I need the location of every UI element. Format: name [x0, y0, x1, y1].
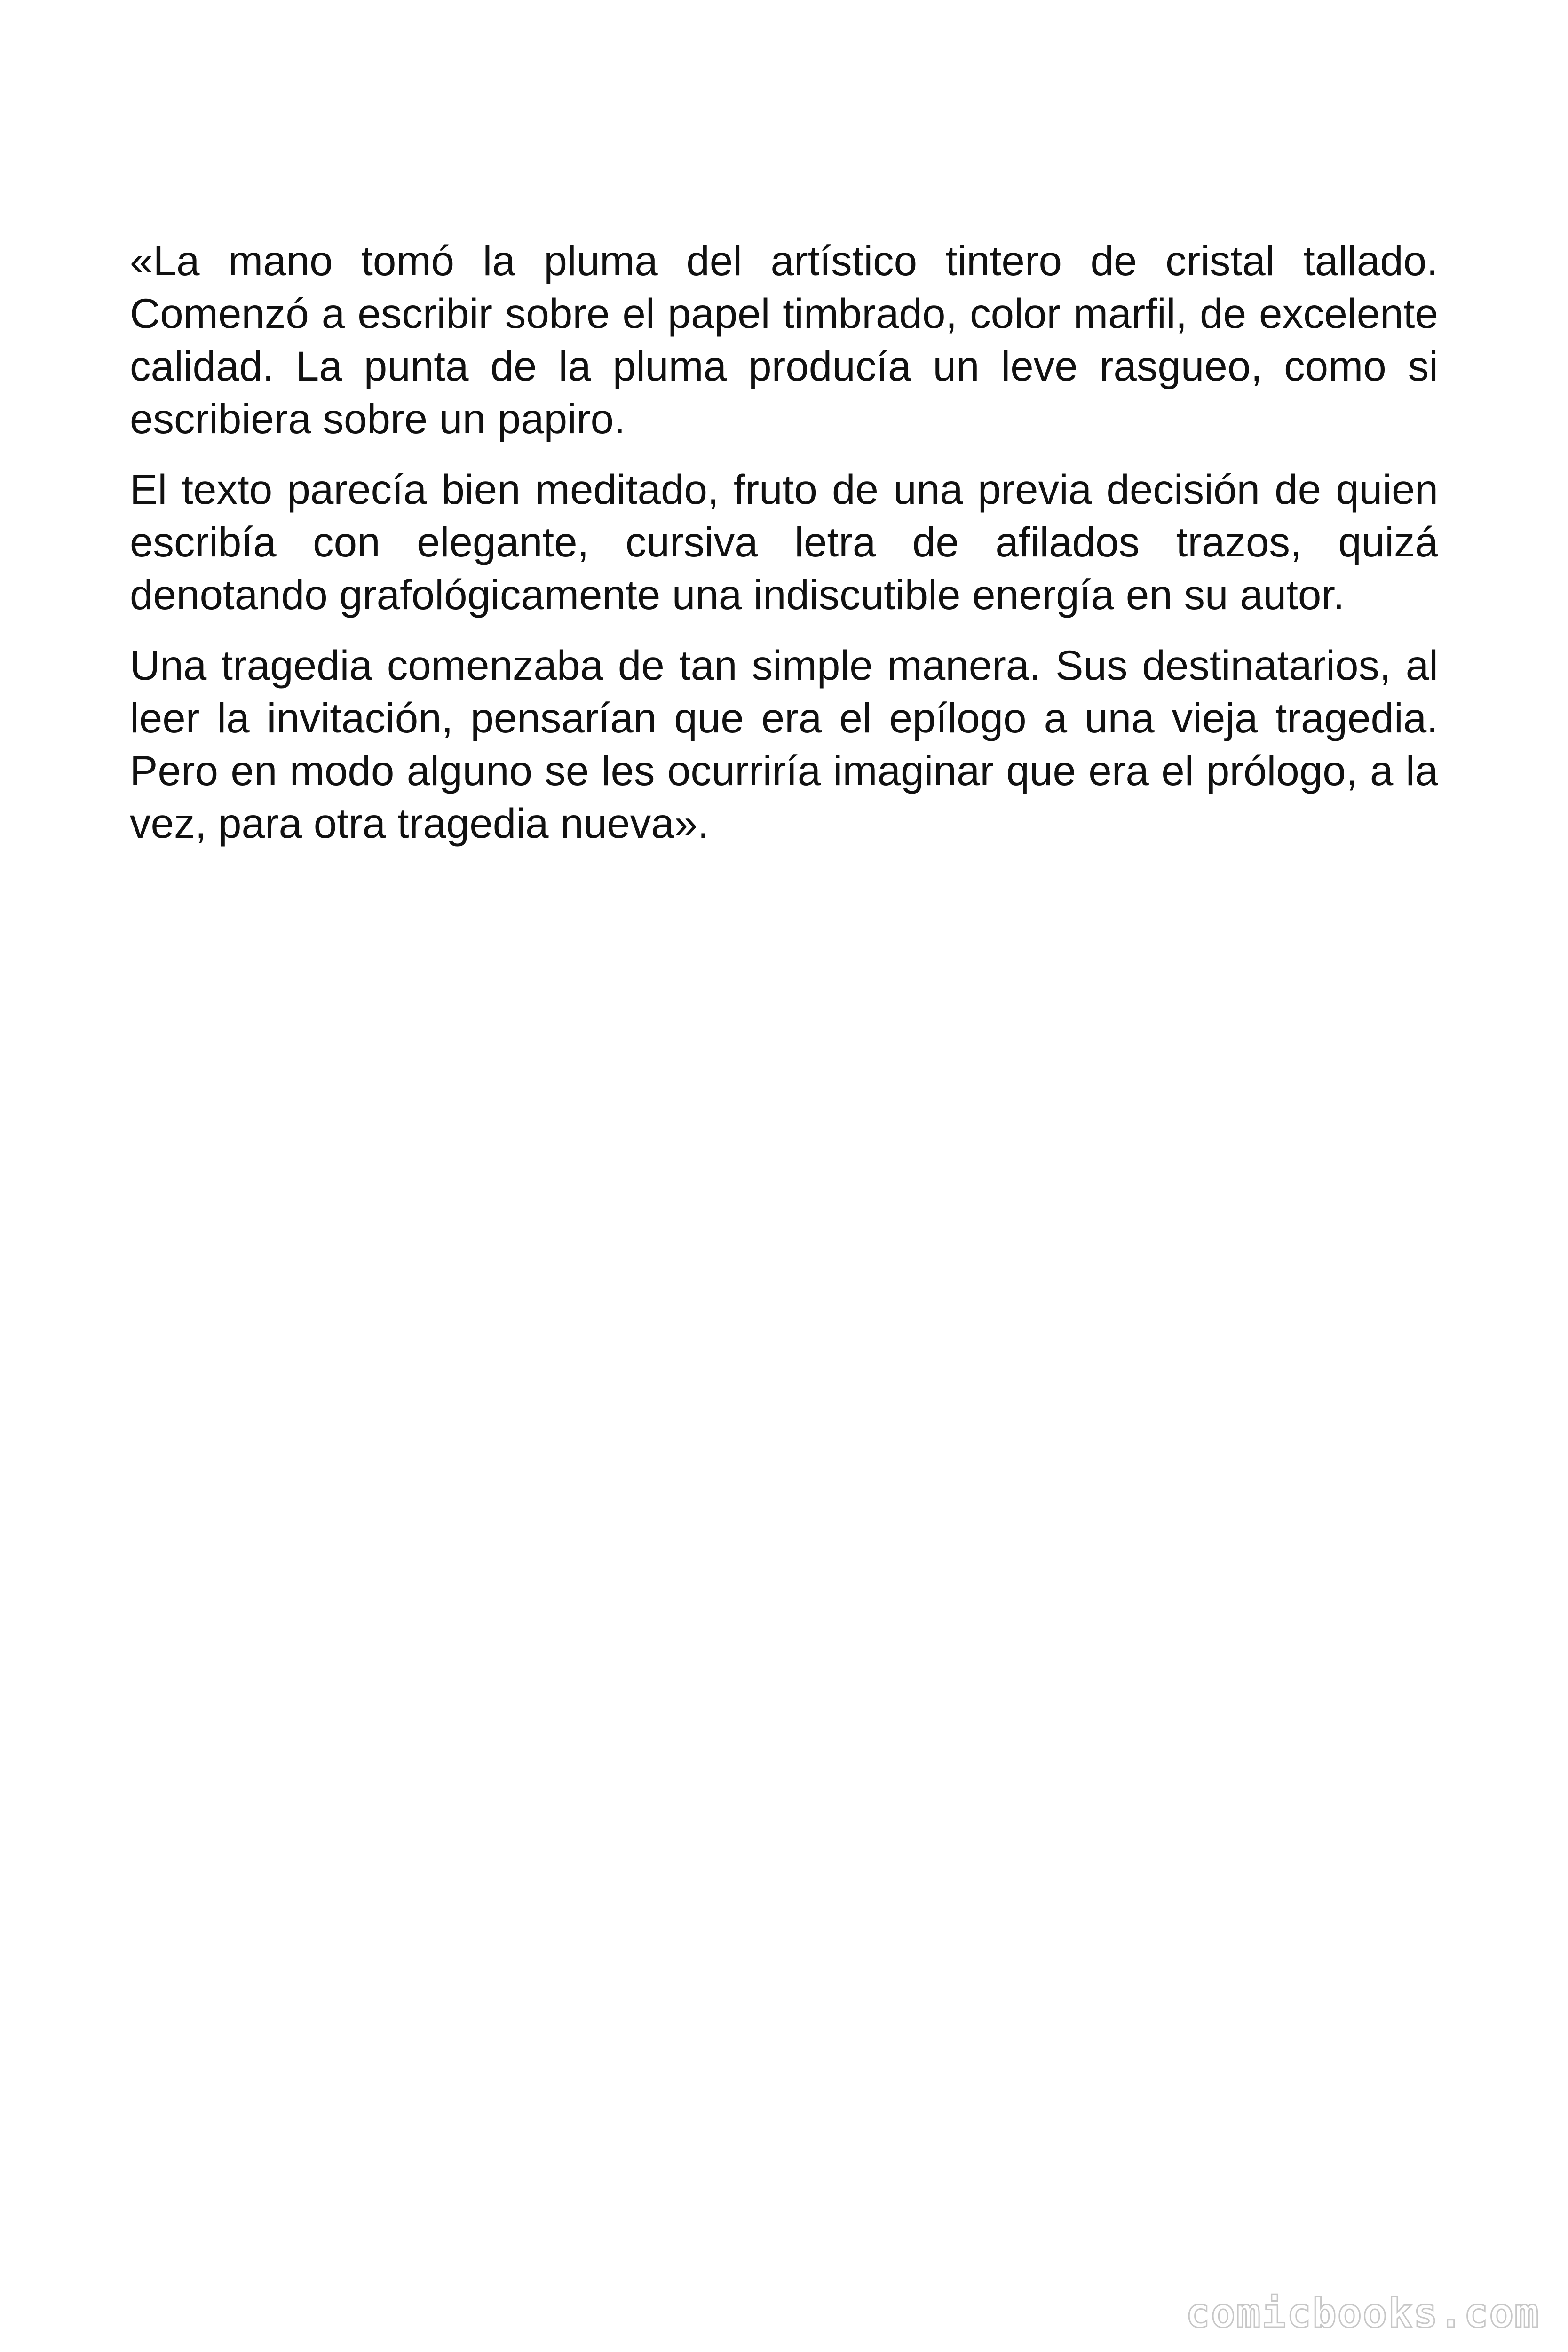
- body-text: [130, 234, 1438, 850]
- paragraph-2: El texto parecía bien meditado, fruto de una previa decisión de quien escribía con elegante, cursiva letra de afilados trazos, quizá denotando grafológicamente una indiscutible energía en su autor.: [130, 466, 1438, 618]
- watermark-logo: comicbooks.com: [1186, 2290, 1540, 2337]
- paragraph-1: «La mano tomó la pluma del artístico tintero de cristal tallado. Comenzó a escribir sobre el papel timbrado, color marfil, de excelente calidad. La punta de la pluma producía un leve rasgueo, como si escribiera sobre un papiro.: [130, 237, 1438, 442]
- paragraph-3: Una tragedia comenzaba de tan simple manera. Sus destinatarios, al leer la invitación, pensarían que era el epílogo a una vieja tragedia. Pero en modo alguno se les ocurriría imaginar que era el prólogo, a la vez, para otra tragedia nueva».: [130, 642, 1438, 847]
